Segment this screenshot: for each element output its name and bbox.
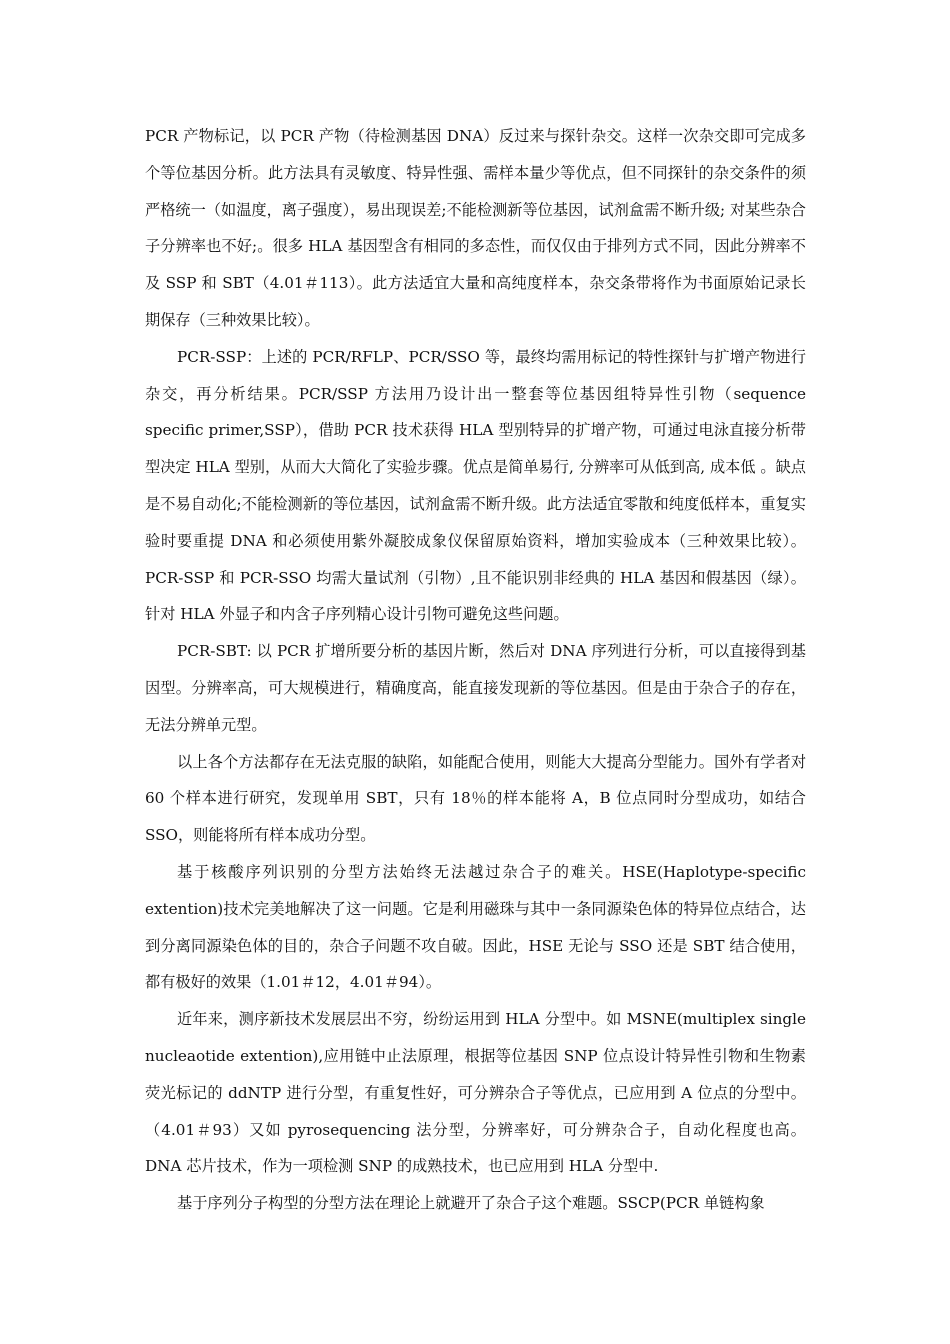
document-body (145, 118, 806, 1222)
paragraph-hse: 基于核酸序列识别的分型方法始终无法越过杂合子的难关。HSE(Haplotype-specific extention)技术完美地解决了这一问题。它是利用磁珠与其中一条同源染色体的特异位点结合，达到分离同源染色体的目的，杂合子问题不攻自破。因此，HSE 无论与 SSO 还是 SBT 结合使用，都有极好的效果（1.01＃12，4.01＃94）。 (145, 862, 806, 992)
paragraph-sso-continuation: PCR 产物标记，以 PCR 产物（待检测基因 DNA）反过来与探针杂交。这样一次杂交即可完成多个等位基因分析。此方法具有灵敏度、特异性强、需样本量少等优点，但不同探针的杂交条件的须严格统一（如温度，离子强度），易出现误差;不能检测新等位基因，试剂盒需不断升级; 对某些杂合子分辨率也不好;。很多 HLA 基因型含有相同的多态性，而仅仅由于排列方式不同，因此分辨率不及 SSP 和 SBT（4.01＃113）。此方法适宜大量和高纯度样本，杂交条带将作为书面原始记录长期保存（三种效果比较）。 (145, 127, 806, 329)
paragraph-combined-methods: 以上各个方法都存在无法克服的缺陷，如能配合使用，则能大大提高分型能力。国外有学者对 60 个样本进行研究，发现单用 SBT，只有 18％的样本能将 A，B 位点同时分型成功，如结合 SSO，则能将所有样本成功分型。 (145, 752, 806, 845)
paragraph-sscp: 基于序列分子构型的分型方法在理论上就避开了杂合子这个难题。SSCP(PCR 单链构象 (177, 1194, 765, 1213)
paragraph-new-sequencing: 近年来，测序新技术发展层出不穷，纷纷运用到 HLA 分型中。如 MSNE(multiplex single nucleaotide extention),应用链中止法原理，根据等位基因 SNP 位点设计特异性引物和生物素荧光标记的 ddNTP 进行分型，有重复性好，可分辨杂合子等优点，已应用到 A 位点的分型中。（4.01＃93）又如 pyrosequencing 法分型，分辨率好，可分辨杂合子，自动化程度也高。DNA 芯片技术，作为一项检测 SNP 的成熟技术，也已应用到 HLA 分型中. (145, 1010, 806, 1176)
paragraph-pcr-ssp: PCR-SSP：上述的 PCR/RFLP、PCR/SSO 等，最终均需用标记的特性探针与扩增产物进行杂交，再分析结果。PCR/SSP 方法用乃设计出一整套等位基因组特异性引物（sequence specific primer,SSP），借助 PCR 技术获得 HLA 型别特异的扩增产物，可通过电泳直接分析带型决定 HLA 型别，从而大大简化了实验步骤。优点是简单易行, 分辨率可从低到高, 成本低 。缺点是不易自动化;不能检测新的等位基因，试剂盒需不断升级。此方法适宜零散和纯度低样本，重复实验时要重提 DNA 和必须使用紫外凝胶成象仪保留原始资料，增加实验成本（三种效果比较）。PCR-SSP 和 PCR-SSO 均需大量试剂（引物）,且不能识别非经典的 HLA 基因和假基因（绿）。针对 HLA 外显子和内含子序列精心设计引物可避免这些问题。 (145, 347, 806, 624)
paragraph-pcr-sbt: PCR-SBT: 以 PCR 扩增所要分析的基因片断，然后对 DNA 序列进行分析，可以直接得到基因型。分辨率高，可大规模进行，精确度高，能直接发现新的等位基因。但是由于杂合子的存在，无法分辨单元型。 (145, 642, 806, 734)
